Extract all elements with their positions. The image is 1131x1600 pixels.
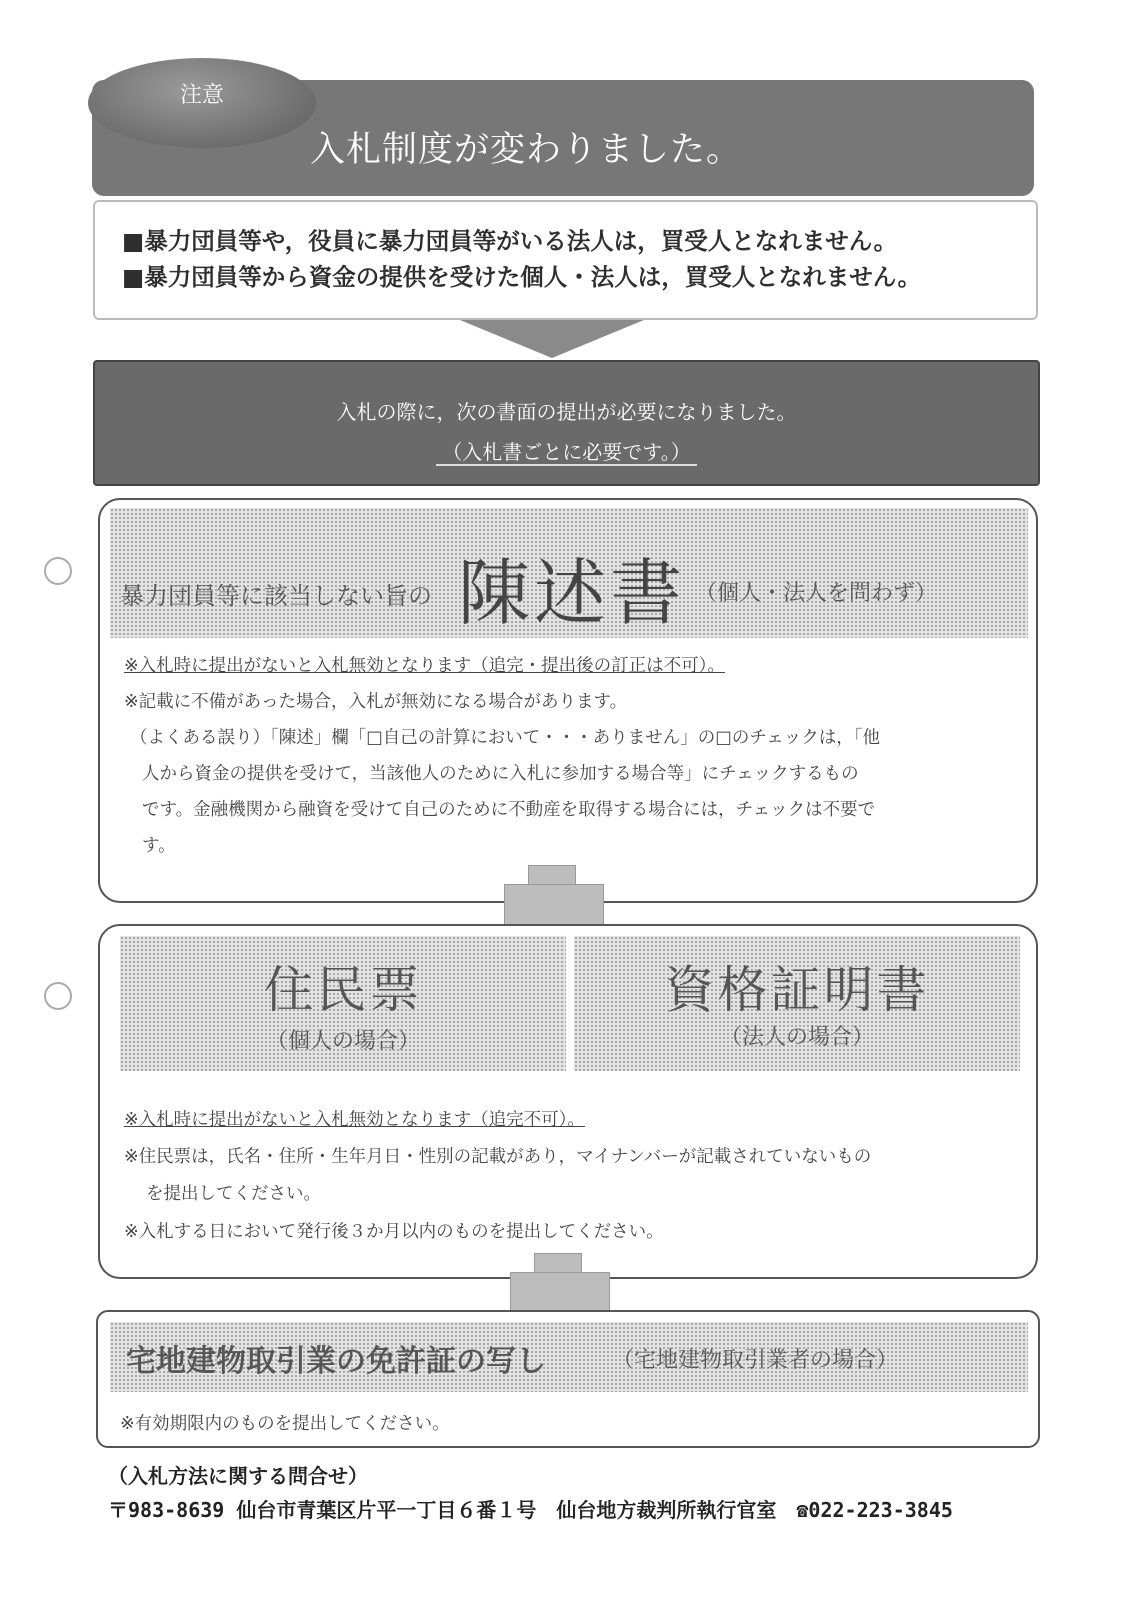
resident-note: ※入札する日において発行後３か月以内のものを提出してください。 — [124, 1222, 664, 1242]
qualification-title: 資格証明書 — [664, 961, 930, 1019]
binder-hole — [44, 557, 72, 585]
qualification-subtitle: （法人の場合） — [719, 1025, 874, 1050]
resident-note: を提出してください。 — [146, 1184, 321, 1204]
chinjutsu-note: ※記載に不備があった場合，入札が無効になる場合があります。 — [124, 692, 628, 712]
rule-item: ■暴力団員等や，役員に暴力団員等がいる法人は，買受人となれません。 — [122, 227, 898, 255]
chinjutsu-note: 人から資金の提供を受けて，当該他人のために入札に参加する場合等」にチェックするもの — [142, 764, 859, 784]
header-label: 注意 — [179, 83, 224, 108]
plus-icon — [504, 884, 604, 926]
license-note: ※有効期限内のものを提出してください。 — [120, 1414, 450, 1434]
chinjutsu-note: （よくある誤り）「陳述」欄「□自己の計算において・・・ありません」の□のチェックは，「他 — [130, 728, 881, 748]
chinjutsu-suffix: （個人・法人を問わず） — [695, 581, 938, 606]
resident-subtitle: （個人の場合） — [265, 1029, 420, 1054]
contact-label: （入札方法に関する問合せ） — [108, 1464, 368, 1488]
chinjutsu-prefix: 暴力団員等に該当しない旨の — [120, 582, 432, 610]
resident-note: ※入札時に提出がないと入札無効となります（追完不可）。 — [124, 1110, 585, 1130]
chinjutsu-note: です。金融機関から融資を受けて自己のために不動産を取得する場合には，チェックは不要で — [142, 800, 876, 820]
rule-item: ■暴力団員等から資金の提供を受けた個人・法人は，買受人となれません。 — [122, 263, 922, 291]
chinjutsu-title: 陳述書 — [458, 551, 687, 635]
submission-line2-text: （入札書ごとに必要です。） — [436, 440, 696, 466]
binder-hole — [44, 982, 72, 1010]
arrow-down — [460, 320, 644, 358]
resident-note: ※住民票は，氏名・住所・生年月日・性別の記載があり，マイナンバーが記載されていないもの — [124, 1147, 872, 1167]
license-title: 宅地建物取引業の免許証の写し — [126, 1344, 546, 1379]
chinjutsu-note: す。 — [142, 836, 176, 856]
chinjutsu-note: ※入札時に提出がないと入札無効となります（追完・提出後の訂正は不可）。 — [124, 656, 725, 676]
plus-icon — [510, 1272, 610, 1314]
header-title: 入札制度が変わりました。 — [310, 130, 743, 170]
contact-line: 〒983-8639 仙台市青葉区片平一丁目６番１号 仙台地方裁判所執行官室 ☎022-223-3845 — [108, 1498, 953, 1522]
submission-line2 — [93, 436, 1040, 465]
resident-title: 住民票 — [263, 961, 423, 1019]
license-subtitle: （宅地建物取引業者の場合） — [612, 1348, 899, 1373]
submission-line1: 入札の際に，次の書面の提出が必要になりました。 — [336, 400, 797, 424]
